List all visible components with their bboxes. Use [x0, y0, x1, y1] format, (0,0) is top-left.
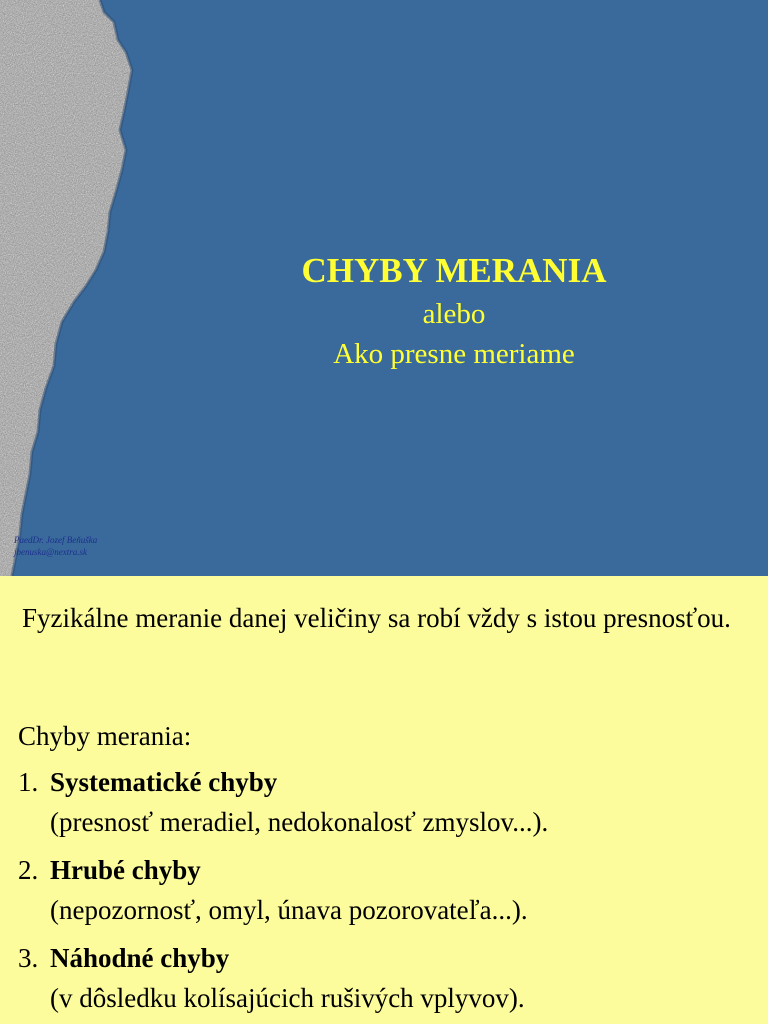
item-description: (nepozornosť, omyl, únava pozorovateľa...). — [50, 895, 528, 925]
list-item-gross — [18, 850, 528, 930]
item-number: 3. — [18, 943, 39, 973]
item-description: (v dôsledku kolísajúcich rušivých vplyvov). — [50, 983, 525, 1013]
list-item-random — [18, 938, 525, 1018]
granite-texture-border — [0, 0, 140, 576]
item-number: 2. — [18, 855, 39, 885]
slide-title: CHYBY MERANIA — [301, 251, 607, 290]
item-description: (presnosť meradiel, nedokonalosť zmyslov...). — [50, 807, 549, 837]
item-name: Hrubé chyby — [50, 855, 201, 885]
author-name: PaedDr. Jozef Beňuška — [14, 535, 98, 545]
list-item-systematic — [18, 762, 548, 842]
item-name: Systematické chyby — [50, 767, 278, 797]
list-heading: Chyby merania: — [18, 721, 192, 751]
intro-text: Fyzikálne meranie danej veličiny sa robí vždy s istou presnosťou. — [22, 603, 731, 633]
author-email: jbenuska@nextra.sk — [14, 547, 88, 557]
content-slide — [0, 576, 768, 1024]
subtitle-line-2: Ako presne meriame — [333, 338, 575, 370]
subtitle-line-1: alebo — [422, 298, 486, 330]
item-name: Náhodné chyby — [50, 943, 230, 973]
author-credit — [14, 534, 134, 558]
item-number: 1. — [18, 767, 39, 797]
title-block — [140, 248, 768, 374]
